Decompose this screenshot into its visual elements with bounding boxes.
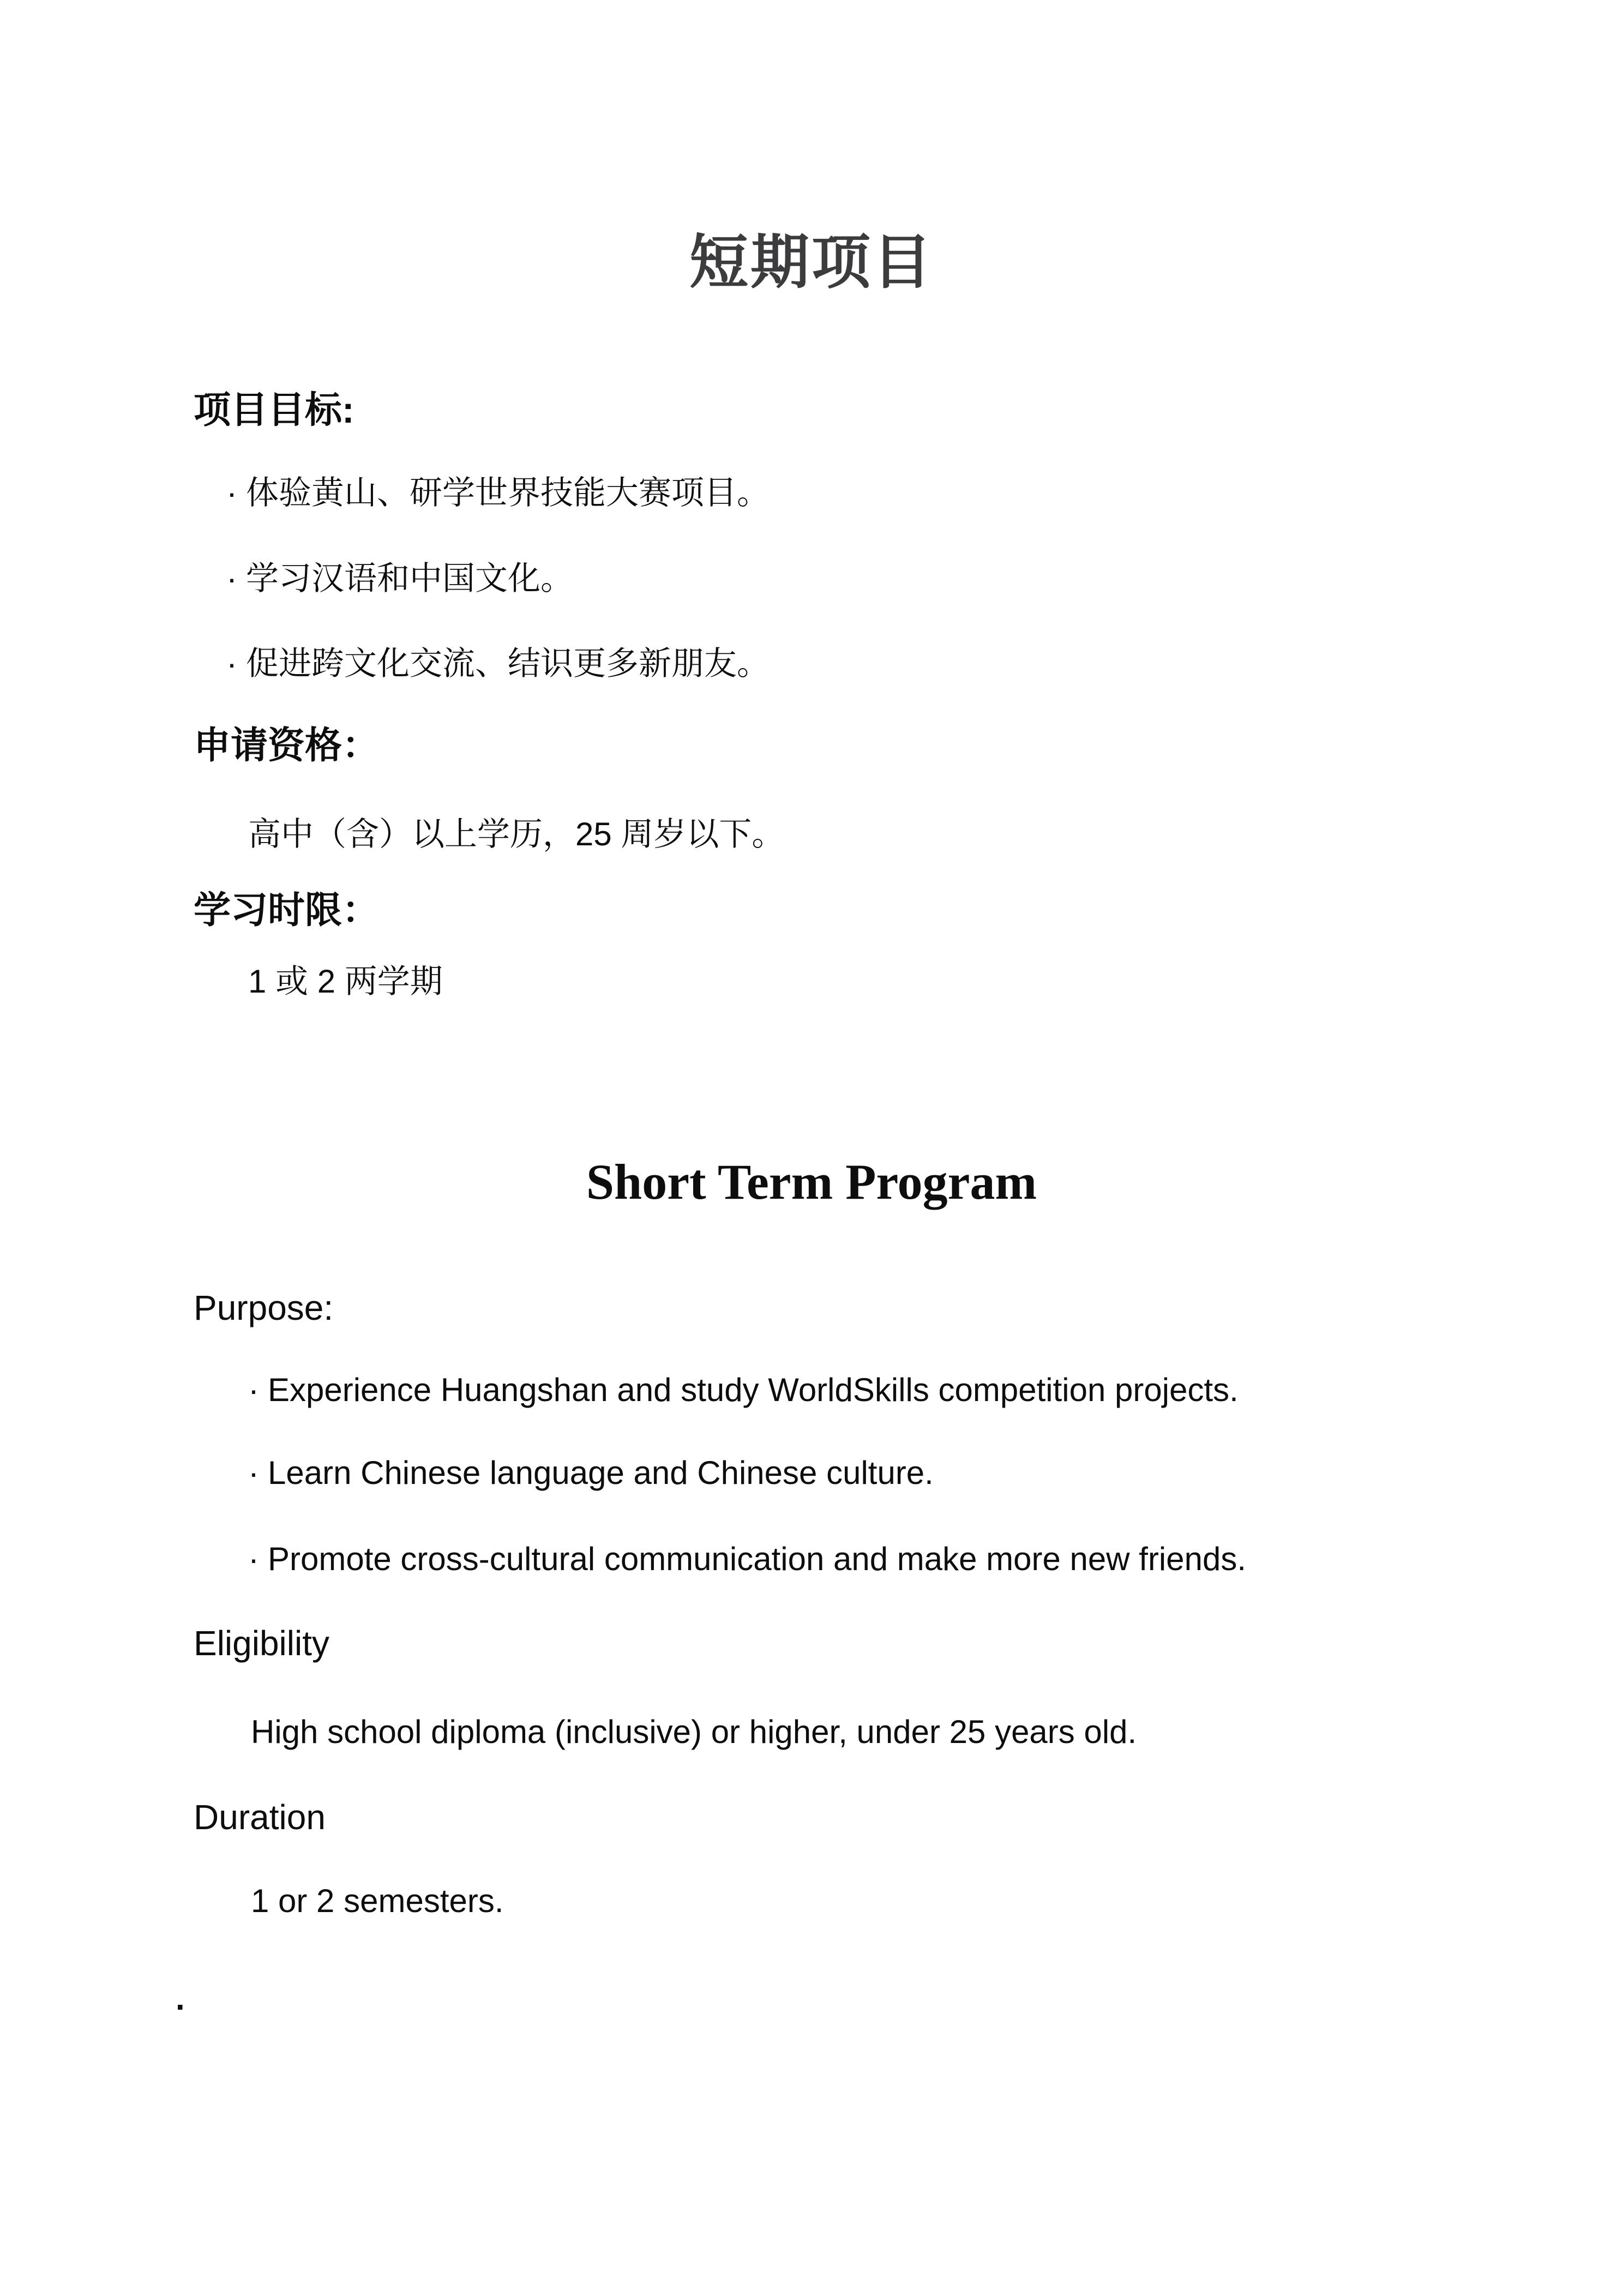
bullet-marker: · <box>226 560 237 597</box>
goal-item-zh-text: 促进跨文化交流、结识更多新朋友。 <box>245 645 770 682</box>
goal-item-zh-text: 学习汉语和中国文化。 <box>245 560 573 597</box>
purpose-item-en <box>248 1371 1239 1409</box>
duration-body-zh: 1 或 2 两学期 <box>248 963 443 1000</box>
goal-item-zh-text: 体验黄山、研学世界技能大赛项目。 <box>245 474 770 511</box>
eligibility-body-zh: 高中（含）以上学历，25 周岁以下。 <box>248 816 785 852</box>
duration-body-en: 1 or 2 semesters. <box>251 1883 504 1919</box>
goal-item-zh <box>226 560 573 597</box>
eligibility-body-en: High school diploma (inclusive) or higher, under 25 years old. <box>251 1714 1137 1750</box>
doc-title-en: Short Term Program <box>586 1154 1037 1210</box>
bullet-marker: · <box>226 645 237 682</box>
bullet-marker: · <box>248 1372 259 1408</box>
bullet-marker: · <box>248 1454 259 1491</box>
purpose-item-en-text: Experience Huangshan and study WorldSkills competition projects. <box>267 1372 1239 1408</box>
eligibility-heading-en: Eligibility <box>194 1624 329 1663</box>
duration-heading-en: Duration <box>194 1798 326 1837</box>
bullet-marker: · <box>226 474 237 511</box>
bullet-marker: · <box>248 1541 259 1577</box>
duration-heading-zh: 学习时限： <box>194 889 380 931</box>
goal-item-zh <box>226 645 770 682</box>
eligibility-heading-zh: 申请资格： <box>194 725 380 766</box>
goals-heading-zh: 项目目标: <box>194 389 354 431</box>
goal-item-zh <box>226 474 770 512</box>
doc-title-zh: 短期项目 <box>689 229 934 295</box>
purpose-item-en <box>248 1540 1246 1578</box>
purpose-item-en-text: Promote cross-cultural communication and make more new friends. <box>267 1541 1247 1577</box>
purpose-item-en-text: Learn Chinese language and Chinese culture. <box>267 1454 934 1491</box>
stray-period: . <box>176 1980 185 2017</box>
purpose-item-en <box>248 1454 934 1492</box>
purpose-heading-en: Purpose: <box>194 1288 334 1327</box>
